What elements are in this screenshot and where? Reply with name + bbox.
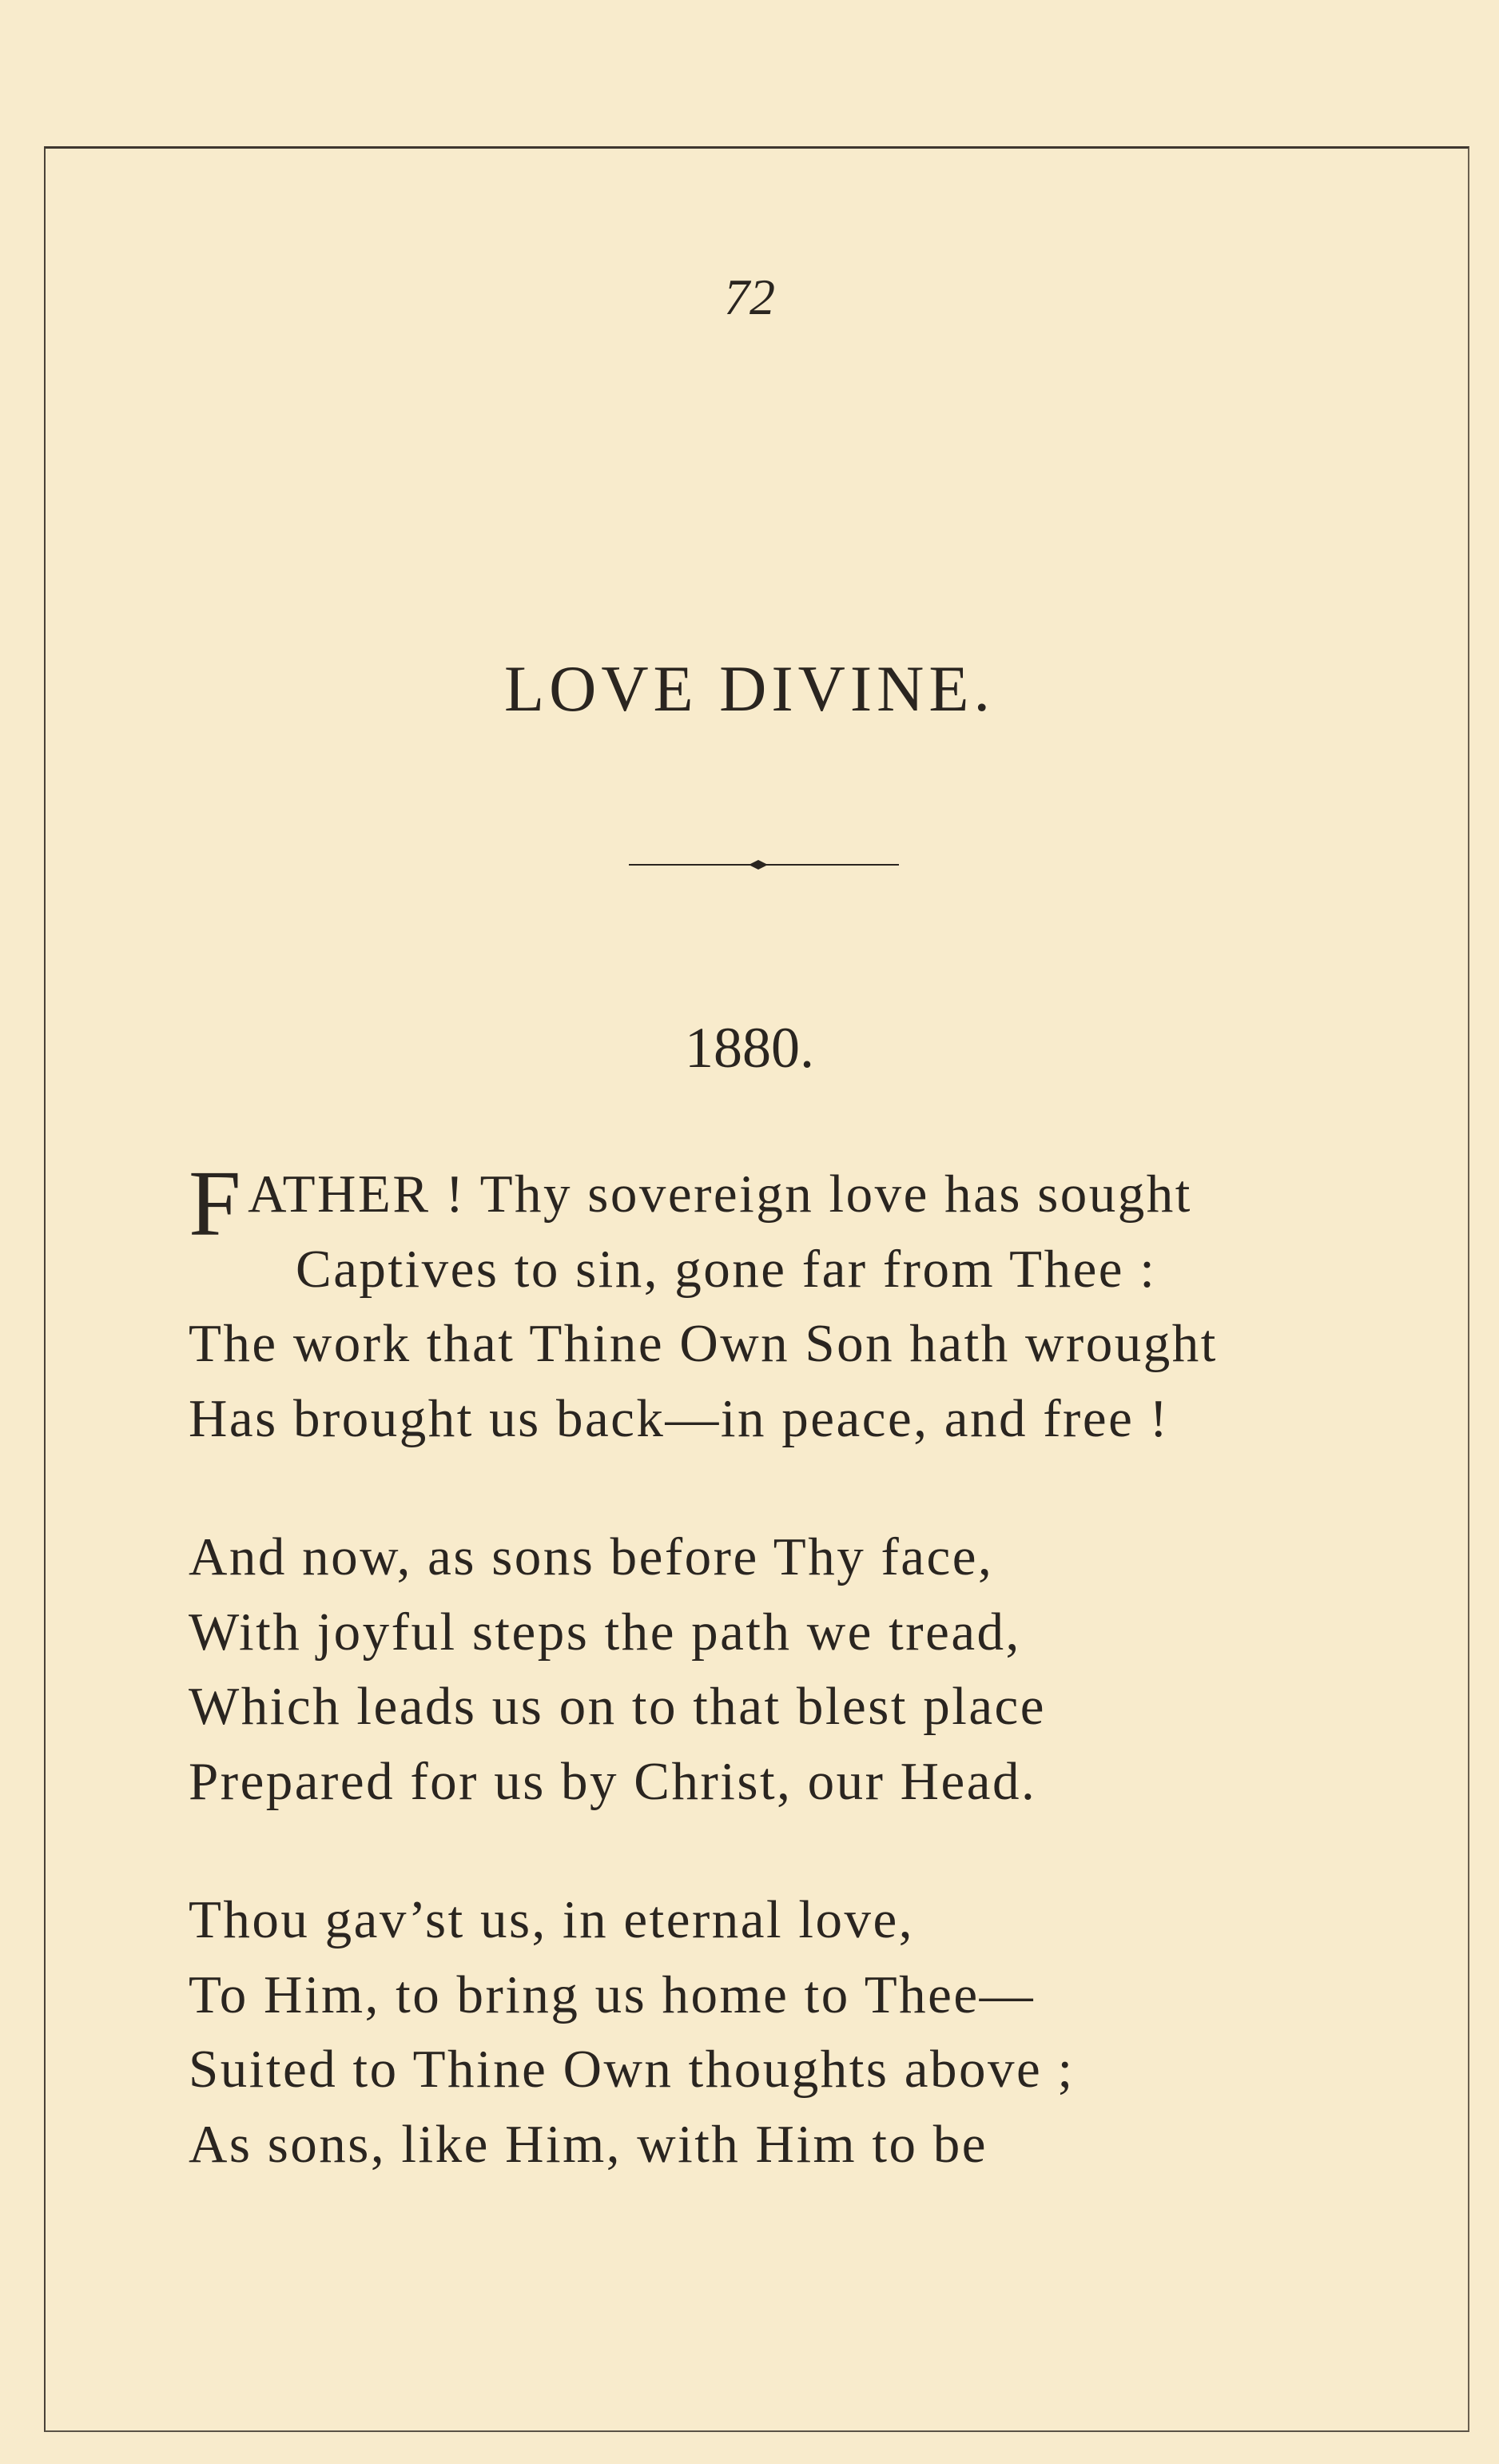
poem-line: And now, as sons before Thy face, — [189, 1527, 994, 1586]
poem-line: As sons, like Him, with Him to be — [189, 2114, 988, 2174]
poem-line: Captives to sin, gone far from Thee : — [296, 1239, 1157, 1299]
poem-year: 1880. — [685, 1016, 814, 1080]
drop-cap: F — [189, 1151, 244, 1256]
stanza-1 — [189, 1151, 1218, 1456]
poem-line: The work that Thine Own Son hath wrought — [189, 1314, 1218, 1373]
poem-line: Has brought us back—in peace, and free ! — [189, 1388, 1170, 1448]
stanza-2 — [189, 1520, 1218, 1819]
poem-body — [189, 1151, 1218, 2246]
page-number: 72 — [724, 269, 775, 325]
poem-line: Prepared for us by Christ, our Head. — [189, 1751, 1037, 1811]
poem-title: LOVE DIVINE. — [504, 652, 995, 725]
poem-line: To Him, to bring us home to Thee— — [189, 1964, 1036, 2024]
poem-line: With joyful steps the path we tread, — [189, 1602, 1021, 1662]
divider-ornament — [629, 857, 899, 873]
poem-line: Which leads us on to that blest place — [189, 1677, 1047, 1736]
poem-line: Thou gav’st us, in eternal love, — [189, 1890, 915, 1949]
poem-line: Suited to Thine Own thoughts above ; — [189, 2040, 1075, 2099]
poem-line-text: ATHER ! Thy sovereign love has sought — [248, 1164, 1192, 1224]
stanza-3 — [189, 1883, 1218, 2182]
poem-line — [189, 1151, 1218, 1256]
